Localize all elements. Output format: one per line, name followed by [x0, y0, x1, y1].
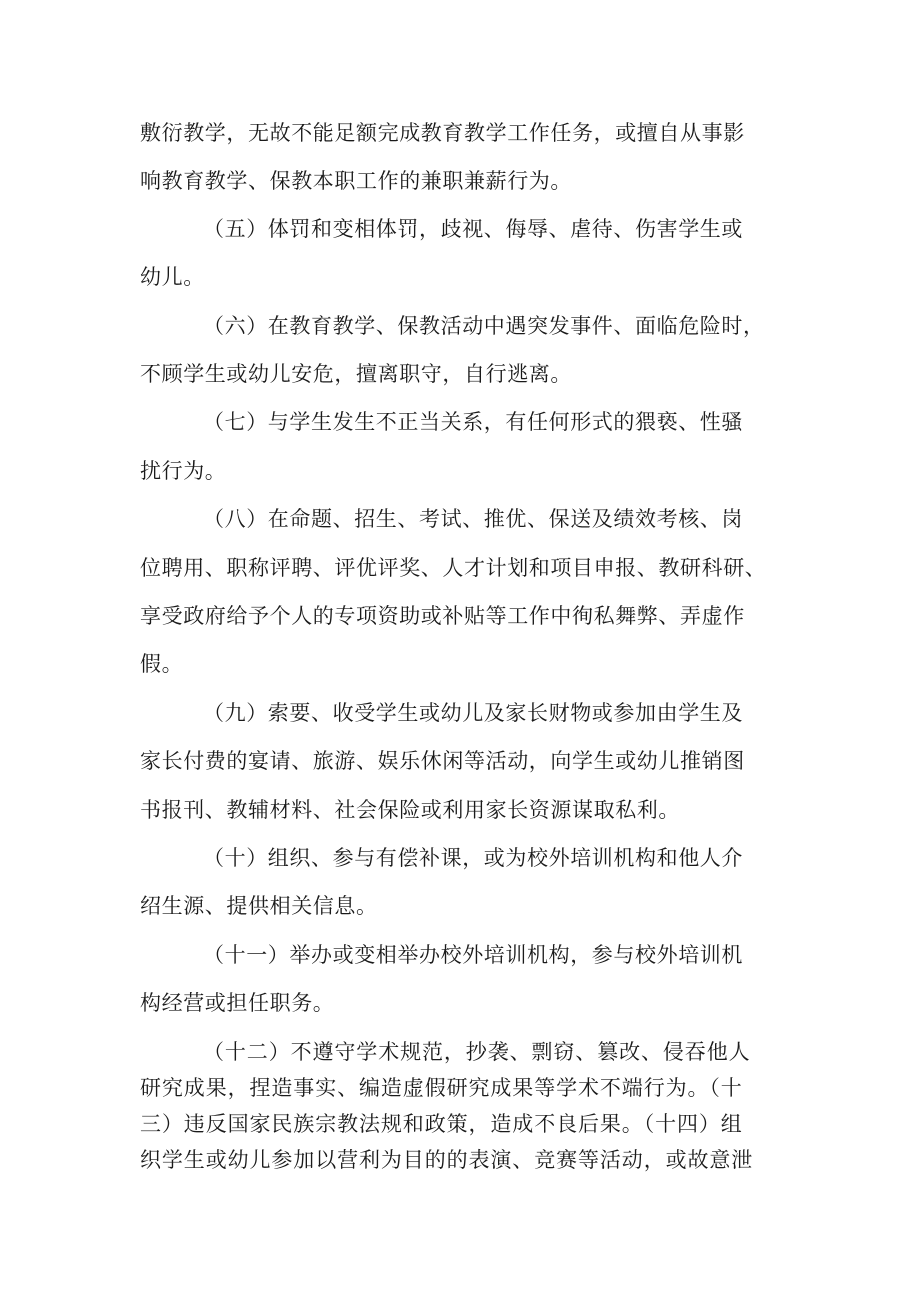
text-line: （十一）举办或变相举办校外培训机构，参与校外培训机: [203, 943, 743, 967]
text-line: （六）在教育教学、保教活动中遇突发事件、面临危险时，: [203, 314, 765, 338]
text-line: （十）组织、参与有偿补课，或为校外培训机构和他人介: [203, 846, 743, 870]
text-line: （八）在命题、招生、考试、推优、保送及绩效考核、岗: [203, 507, 743, 531]
text-line: 享受政府给予个人的专项资助或补贴等工作中徇私舞弊、弄虚作: [140, 604, 745, 628]
text-line: 研究成果，捏造事实、编造虚假研究成果等学术不端行为。（十: [140, 1076, 743, 1100]
text-line: （七）与学生发生不正当关系，有任何形式的猥亵、性骚: [203, 410, 743, 434]
text-line: 幼儿。: [140, 265, 205, 289]
text-line: 不顾学生或幼儿安危，擅离职守，自行逃离。: [140, 362, 572, 386]
text-line: 响教育教学、保教本职工作的兼职兼薪行为。: [140, 169, 572, 193]
text-line: 家长付费的宴请、旅游、娱乐休闲等活动，向学生或幼儿推销图: [140, 749, 745, 773]
text-line: 假。: [140, 652, 184, 676]
text-line: 位聘用、职称评聘、评优评奖、人才计划和项目申报、教研科研、: [140, 556, 767, 580]
text-line: 构经营或担任职务。: [140, 991, 335, 1015]
text-line: 敷衍教学，无故不能足额完成教育教学工作任务，或擅自从事影: [140, 121, 745, 145]
text-line: 三）违反国家民族宗教法规和政策，造成不良后果。（十四）组: [140, 1112, 743, 1136]
text-line: 书报刊、教辅材料、社会保险或利用家长资源谋取私利。: [140, 798, 680, 822]
text-line: 绍生源、提供相关信息。: [140, 894, 378, 918]
text-line: （五）体罚和变相体罚，歧视、侮辱、虐待、伤害学生或: [203, 217, 743, 241]
text-line: （十二）不遵守学术规范，抄袭、剽窃、篡改、侵吞他人: [203, 1040, 751, 1064]
text-line: （九）索要、收受学生或幼儿及家长财物或参加由学生及: [203, 701, 743, 725]
text-line: 扰行为。: [140, 459, 227, 483]
text-line: 织学生或幼儿参加以营利为目的的表演、竞赛等活动，或故意泄: [140, 1148, 754, 1172]
